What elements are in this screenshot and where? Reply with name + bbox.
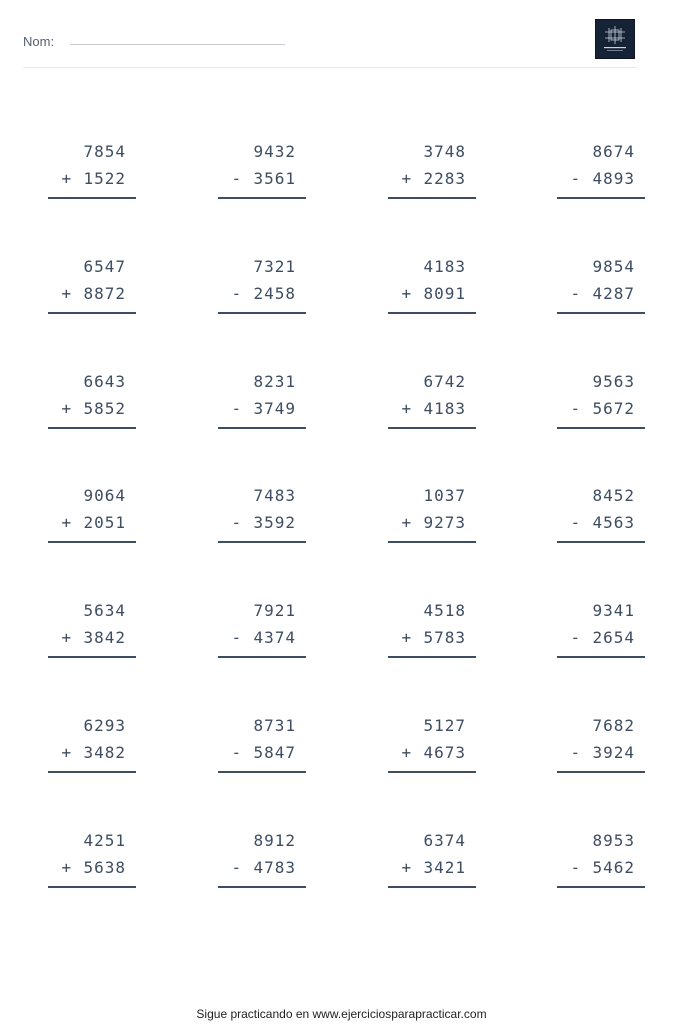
answer-line[interactable] — [218, 886, 306, 888]
second-operand-row — [231, 743, 296, 763]
second-operand: 4783 — [253, 858, 296, 877]
operator-sign: + — [61, 169, 73, 188]
first-operand: 9854 — [592, 257, 635, 276]
answer-line[interactable] — [557, 541, 645, 543]
first-operand: 8912 — [253, 831, 296, 850]
answer-line[interactable] — [557, 886, 645, 888]
operator-sign: + — [61, 513, 73, 532]
arithmetic-problem — [557, 601, 647, 661]
first-operand: 8731 — [253, 716, 296, 735]
first-operand: 8953 — [592, 831, 635, 850]
answer-line[interactable] — [388, 886, 476, 888]
arithmetic-problem — [557, 372, 647, 432]
second-operand-row — [570, 169, 635, 189]
first-operand: 6643 — [83, 372, 126, 391]
second-operand: 2458 — [253, 284, 296, 303]
first-operand: 5127 — [423, 716, 466, 735]
first-operand: 6547 — [83, 257, 126, 276]
answer-line[interactable] — [48, 312, 136, 314]
second-operand: 4287 — [592, 284, 635, 303]
arithmetic-problem — [218, 257, 308, 317]
operator-sign: - — [570, 743, 582, 762]
first-operand: 7921 — [253, 601, 296, 620]
operator-sign: - — [231, 284, 243, 303]
operator-sign: - — [570, 858, 582, 877]
operator-sign: + — [61, 743, 73, 762]
arithmetic-problem — [557, 257, 647, 317]
answer-line[interactable] — [388, 197, 476, 199]
answer-line[interactable] — [557, 771, 645, 773]
operator-sign: - — [231, 169, 243, 188]
arithmetic-problem — [557, 486, 647, 546]
operator-sign: - — [231, 513, 243, 532]
first-operand: 6742 — [423, 372, 466, 391]
answer-line[interactable] — [218, 197, 306, 199]
first-operand: 4183 — [423, 257, 466, 276]
second-operand-row — [570, 858, 635, 878]
first-operand: 8231 — [253, 372, 296, 391]
operator-sign: - — [231, 628, 243, 647]
second-operand: 3842 — [83, 628, 126, 647]
second-operand-row — [231, 284, 296, 304]
second-operand-row — [231, 858, 296, 878]
answer-line[interactable] — [218, 541, 306, 543]
operator-sign: + — [61, 858, 73, 877]
second-operand: 1522 — [83, 169, 126, 188]
second-operand-row — [570, 284, 635, 304]
first-operand: 7321 — [253, 257, 296, 276]
operator-sign: - — [570, 169, 582, 188]
arithmetic-problem — [48, 257, 138, 317]
second-operand: 5852 — [83, 399, 126, 418]
first-operand: 8452 — [592, 486, 635, 505]
operator-sign: + — [401, 743, 413, 762]
first-operand: 9432 — [253, 142, 296, 161]
operator-sign: - — [570, 513, 582, 532]
first-operand: 4251 — [83, 831, 126, 850]
operator-sign: - — [570, 399, 582, 418]
operator-sign: + — [401, 399, 413, 418]
first-operand: 9064 — [83, 486, 126, 505]
operator-sign: - — [231, 743, 243, 762]
first-operand: 9563 — [592, 372, 635, 391]
second-operand-row — [570, 399, 635, 419]
arithmetic-problem — [557, 716, 647, 776]
second-operand: 5783 — [423, 628, 466, 647]
second-operand-row — [231, 399, 296, 419]
second-operand-row — [231, 513, 296, 533]
answer-line[interactable] — [388, 771, 476, 773]
second-operand-row — [401, 399, 466, 419]
second-operand: 4183 — [423, 399, 466, 418]
second-operand: 5672 — [592, 399, 635, 418]
second-operand: 3421 — [423, 858, 466, 877]
second-operand: 5638 — [83, 858, 126, 877]
second-operand: 4673 — [423, 743, 466, 762]
answer-line[interactable] — [48, 427, 136, 429]
arithmetic-problem — [218, 601, 308, 661]
second-operand-row — [231, 628, 296, 648]
answer-line[interactable] — [557, 656, 645, 658]
first-operand: 6293 — [83, 716, 126, 735]
answer-line[interactable] — [557, 427, 645, 429]
operator-sign: + — [401, 284, 413, 303]
second-operand-row — [61, 628, 126, 648]
second-operand-row — [61, 743, 126, 763]
second-operand: 3592 — [253, 513, 296, 532]
answer-line[interactable] — [218, 312, 306, 314]
operator-sign: - — [231, 399, 243, 418]
second-operand: 3749 — [253, 399, 296, 418]
name-label: Nom: — [23, 34, 55, 49]
second-operand: 4374 — [253, 628, 296, 647]
second-operand-row — [401, 858, 466, 878]
first-operand: 7483 — [253, 486, 296, 505]
arithmetic-problem — [388, 372, 478, 432]
operator-sign: + — [401, 169, 413, 188]
answer-line[interactable] — [218, 656, 306, 658]
first-operand: 1037 — [423, 486, 466, 505]
arithmetic-problem — [48, 831, 138, 891]
second-operand-row — [401, 169, 466, 189]
answer-line[interactable] — [388, 541, 476, 543]
answer-line[interactable] — [388, 312, 476, 314]
answer-line[interactable] — [557, 197, 645, 199]
first-operand: 9341 — [592, 601, 635, 620]
first-operand: 5634 — [83, 601, 126, 620]
arithmetic-problem — [388, 716, 478, 776]
second-operand: 9273 — [423, 513, 466, 532]
first-operand: 7682 — [592, 716, 635, 735]
first-operand: 8674 — [592, 142, 635, 161]
second-operand-row — [401, 284, 466, 304]
answer-line[interactable] — [557, 312, 645, 314]
arithmetic-problem — [48, 372, 138, 432]
answer-line[interactable] — [48, 886, 136, 888]
arithmetic-problem — [557, 831, 647, 891]
second-operand: 3561 — [253, 169, 296, 188]
second-operand-row — [570, 743, 635, 763]
arithmetic-problem — [218, 716, 308, 776]
operator-sign: - — [570, 284, 582, 303]
second-operand: 5847 — [253, 743, 296, 762]
second-operand-row — [61, 858, 126, 878]
second-operand: 8091 — [423, 284, 466, 303]
arithmetic-problem — [388, 601, 478, 661]
operator-sign: + — [61, 284, 73, 303]
first-operand: 6374 — [423, 831, 466, 850]
arithmetic-problem — [388, 257, 478, 317]
second-operand-row — [570, 513, 635, 533]
operator-sign: + — [401, 513, 413, 532]
arithmetic-problem — [48, 486, 138, 546]
first-operand: 7854 — [83, 142, 126, 161]
answer-line[interactable] — [218, 771, 306, 773]
second-operand: 2051 — [83, 513, 126, 532]
second-operand: 8872 — [83, 284, 126, 303]
arithmetic-problem — [218, 486, 308, 546]
second-operand-row — [401, 743, 466, 763]
second-operand-row — [231, 169, 296, 189]
operator-sign: - — [570, 628, 582, 647]
second-operand-row — [61, 399, 126, 419]
answer-line[interactable] — [218, 427, 306, 429]
first-operand: 4518 — [423, 601, 466, 620]
second-operand: 4563 — [592, 513, 635, 532]
second-operand: 4893 — [592, 169, 635, 188]
second-operand: 3924 — [592, 743, 635, 762]
second-operand: 2283 — [423, 169, 466, 188]
answer-line[interactable] — [388, 427, 476, 429]
second-operand-row — [570, 628, 635, 648]
arithmetic-problem — [48, 142, 138, 202]
arithmetic-problem — [388, 831, 478, 891]
second-operand-row — [61, 513, 126, 533]
second-operand-row — [401, 513, 466, 533]
second-operand: 2654 — [592, 628, 635, 647]
operator-sign: - — [231, 858, 243, 877]
arithmetic-problem — [388, 142, 478, 202]
second-operand: 5462 — [592, 858, 635, 877]
answer-line[interactable] — [48, 656, 136, 658]
second-operand: 3482 — [83, 743, 126, 762]
arithmetic-problem — [557, 142, 647, 202]
first-operand: 3748 — [423, 142, 466, 161]
second-operand-row — [401, 628, 466, 648]
operator-sign: + — [401, 628, 413, 647]
answer-line[interactable] — [48, 197, 136, 199]
second-operand-row — [61, 169, 126, 189]
operator-sign: + — [61, 628, 73, 647]
arithmetic-problem — [388, 486, 478, 546]
arithmetic-problem — [48, 601, 138, 661]
arithmetic-problem — [218, 372, 308, 432]
footer-text: Sigue practicando en www.ejerciciosparapracticar.com — [196, 1007, 487, 1021]
operator-sign: + — [61, 399, 73, 418]
answer-line[interactable] — [48, 541, 136, 543]
answer-line[interactable] — [48, 771, 136, 773]
arithmetic-problem — [218, 142, 308, 202]
arithmetic-problem — [218, 831, 308, 891]
operator-sign: + — [401, 858, 413, 877]
second-operand-row — [61, 284, 126, 304]
answer-line[interactable] — [388, 656, 476, 658]
arithmetic-problem — [48, 716, 138, 776]
